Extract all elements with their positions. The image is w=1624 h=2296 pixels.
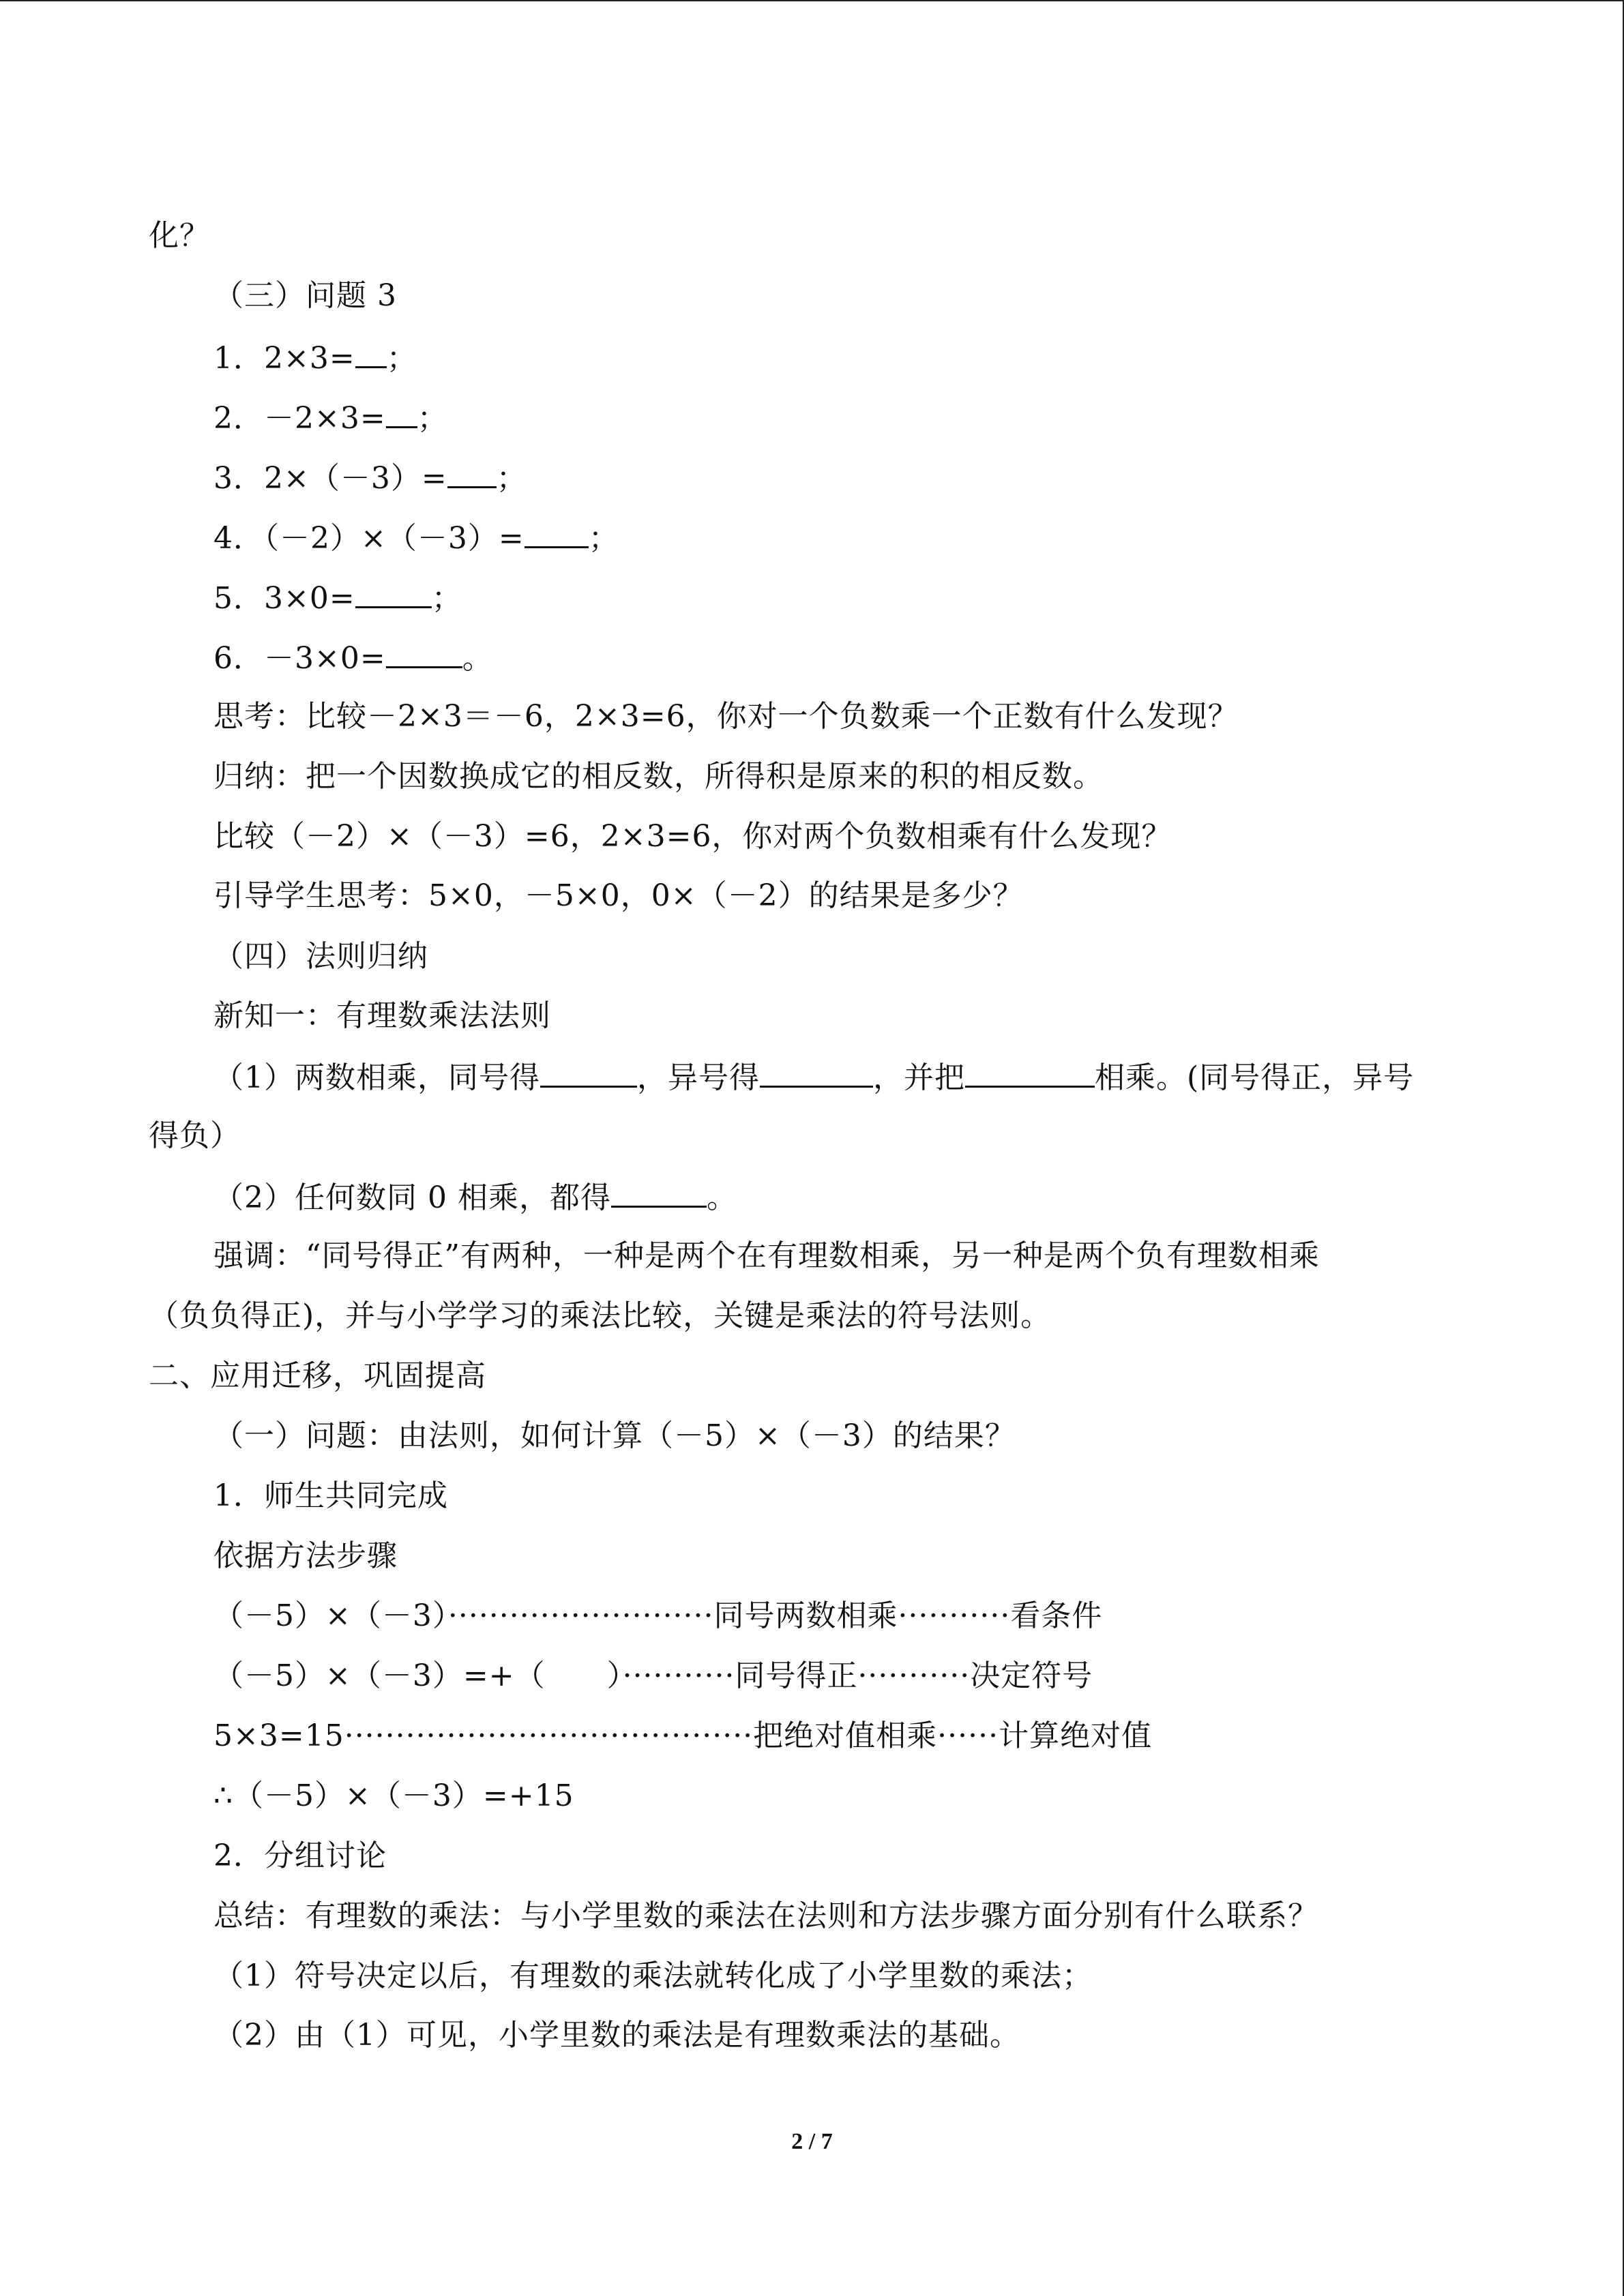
text-line: （一）问题：由法则，如何计算（－5）×（－3）的结果？: [213, 1418, 1016, 1453]
rule-line: [213, 1056, 1414, 1097]
answer-blank: [760, 1056, 873, 1088]
text-line: 1．师生共同完成: [213, 1478, 448, 1513]
text-line: 归纳：把一个因数换成它的相反数，所得积是原来的积的相反数。: [213, 759, 1104, 794]
exercise-1: [213, 336, 417, 377]
exercise-punct: 。: [462, 641, 493, 676]
page-number: 2 / 7: [791, 2129, 833, 2154]
rule-text: （1）两数相乘，同号得: [213, 1060, 540, 1095]
answer-blank: [965, 1056, 1095, 1088]
method-step: 5×3=15········································把绝对值相乘······计算绝对值: [213, 1718, 1153, 1753]
exercise-text: 5．3×0=: [213, 581, 355, 616]
exercise-text: 1．2×3=: [213, 341, 355, 376]
text-line: （2）由（1）可见，小学里数的乘法是有理数乘法的基础。: [213, 2018, 1020, 2053]
answer-blank: [386, 636, 462, 668]
method-step: （－5）×（－3）=+（ ）···········同号得正···········决定符号: [213, 1658, 1093, 1693]
text-line: （负负得正)，并与小学学习的乘法比较，关键是乘法的符号法则。: [149, 1298, 1052, 1333]
answer-blank: [540, 1056, 637, 1088]
text-line: 化？: [149, 218, 210, 253]
exercise-punct: ；: [386, 341, 417, 376]
section-heading: （三）问题 3: [213, 278, 397, 313]
rule-line: [213, 1176, 737, 1217]
text-line: 比较（－2）×（－3）=6，2×3=6，你对两个负数相乘有什么发现？: [213, 819, 1172, 854]
text-line: 2．分组讨论: [213, 1838, 387, 1873]
exercise-text: 3．2×（－3）=: [213, 461, 447, 496]
rule-text: ，异号得: [637, 1060, 760, 1095]
exercise-punct: ；: [496, 461, 527, 496]
exercise-2: [213, 396, 448, 437]
answer-blank: [447, 456, 497, 488]
rule-text: 相乘。(同号得正，异号: [1095, 1060, 1415, 1095]
text-line: 引导学生思考：5×0，－5×0，0×（－2）的结果是多少？: [213, 878, 1024, 913]
exercise-3: [213, 456, 527, 497]
exercise-punct: ；: [588, 521, 619, 556]
text-line: ∴（－5）×（－3）=+15: [213, 1778, 574, 1813]
text-line: 依据方法步骤: [213, 1538, 398, 1573]
text-line: （1）符号决定以后，有理数的乘法就转化成了小学里数的乘法；: [213, 1958, 1093, 1993]
exercise-text: 4．（－2）×（－3）=: [213, 521, 525, 556]
exercise-text: 2．－2×3=: [213, 401, 386, 436]
answer-blank: [355, 576, 432, 608]
text-line: 总结：有理数的乘法：与小学里数的乘法在法则和方法步骤方面分别有什么联系？: [213, 1898, 1318, 1933]
answer-blank: [386, 396, 417, 428]
exercise-text: 6．－3×0=: [213, 641, 386, 676]
rule-text: （2）任何数同 0 相乘，都得: [213, 1180, 611, 1215]
rule-text: 。: [706, 1180, 737, 1215]
answer-blank: [355, 336, 387, 368]
exercise-5: [213, 576, 462, 617]
text-line: 新知一：有理数乘法法则: [213, 998, 551, 1033]
section-heading: （四）法则归纳: [213, 939, 428, 974]
rule-text: ，并把: [873, 1060, 965, 1095]
exercise-punct: ；: [417, 401, 448, 436]
method-step: （－5）×（－3）··························同号两数相乘···········看条件: [213, 1598, 1103, 1633]
text-line: 思考：比较－2×3＝－6，2×3=6，你对一个负数乘一个正数有什么发现？: [213, 699, 1239, 734]
text-line: 得负）: [149, 1118, 241, 1153]
text-line: 强调：“同号得正”有两种，一种是两个在有理数相乘，另一种是两个负有理数相乘: [213, 1238, 1320, 1273]
answer-blank: [525, 516, 589, 548]
answer-blank: [611, 1176, 707, 1208]
section-heading: 二、应用迁移，巩固提高: [149, 1358, 486, 1393]
exercise-4: [213, 516, 619, 557]
exercise-punct: ；: [431, 581, 462, 616]
exercise-6: [213, 636, 493, 677]
